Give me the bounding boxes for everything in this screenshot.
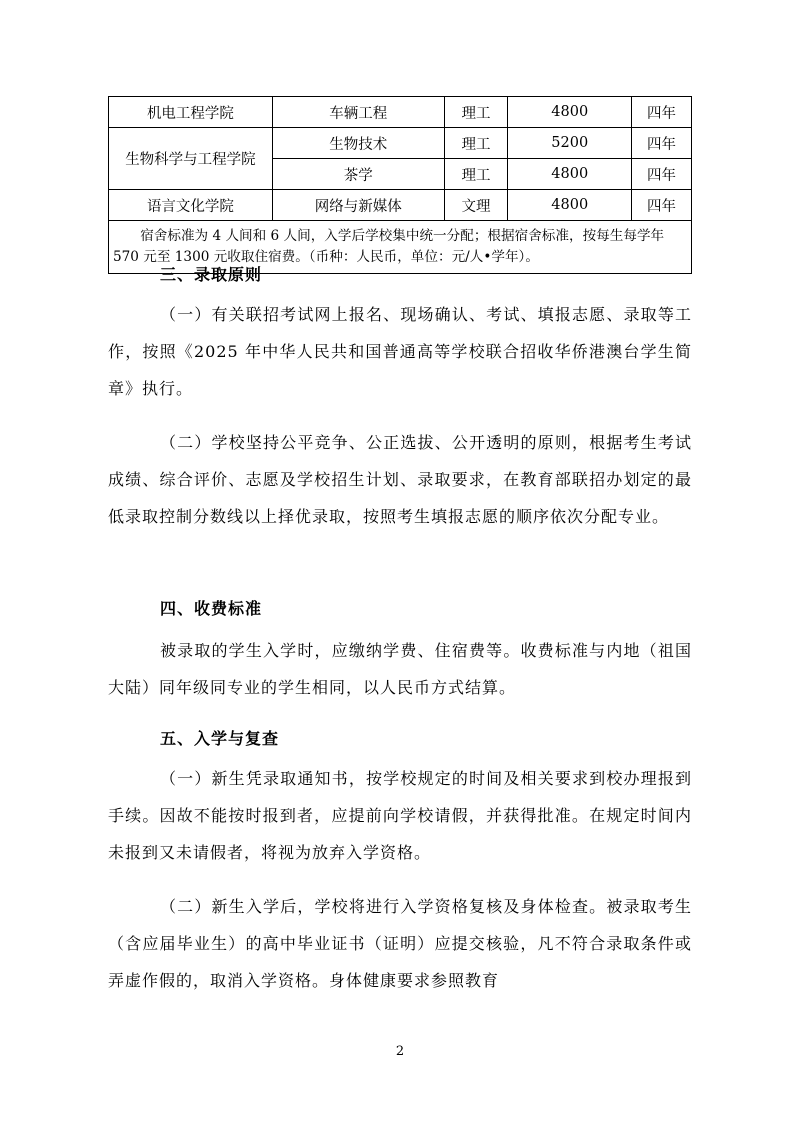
category-cell: 理工: [444, 128, 508, 159]
years-cell: 四年: [632, 159, 692, 190]
dormitory-note: 宿舍标准为 4 人间和 6 人间，入学后学校集中统一分配；根据宿舍标准，按每生每学年 570 元至 1300 元收取住宿费。（币种：人民币，单位：元/人•学年）。: [109, 221, 692, 274]
major-cell: 网络与新媒体: [272, 190, 444, 221]
fee-cell: 5200: [508, 128, 632, 159]
majors-table: [108, 96, 692, 274]
category-cell: 理工: [444, 97, 508, 128]
fee-cell: 4800: [508, 97, 632, 128]
years-cell: 四年: [632, 190, 692, 221]
major-cell: 车辆工程: [272, 97, 444, 128]
college-cell: 机电工程学院: [109, 97, 273, 128]
table-row: [109, 128, 692, 159]
paragraph-fees: 被录取的学生入学时，应缴纳学费、住宿费等。收费标准与内地（祖国大陆）同年级同专业的学生相同，以人民币方式结算。: [108, 641, 692, 697]
major-cell: 生物技术: [272, 128, 444, 159]
category-cell: 文理: [444, 190, 508, 221]
major-cell: 茶学: [272, 159, 444, 190]
section-heading-enrollment-review: 五、入学与复查: [160, 729, 280, 748]
years-cell: 四年: [632, 97, 692, 128]
college-cell: 生物科学与工程学院: [109, 128, 273, 190]
table-row: [109, 190, 692, 221]
fee-cell: 4800: [508, 159, 632, 190]
category-cell: 理工: [444, 159, 508, 190]
section-heading-admission-principles: 三、录取原则: [160, 265, 263, 284]
fee-cell: 4800: [508, 190, 632, 221]
table-row: [109, 97, 692, 128]
page-number: 2: [395, 1044, 405, 1059]
section-heading-fees: 四、收费标准: [160, 599, 263, 618]
paragraph-enrollment-1: （一）新生凭录取通知书，按学校规定的时间及相关要求到校办理报到手续。因故不能按时报到者，应提前向学校请假，并获得批准。在规定时间内未报到又未请假者，将视为放弃入学资格。: [108, 769, 692, 862]
college-cell: 语言文化学院: [109, 190, 273, 221]
paragraph-admission-2: （二）学校坚持公平竞争、公正选拔、公开透明的原则，根据考生考试成绩、综合评价、志愿及学校招生计划、录取要求，在教育部联招办划定的最低录取控制分数线以上择优录取，按照考生填报志愿的顺序依次分配专业。: [108, 433, 692, 526]
paragraph-enrollment-2: （二）新生入学后，学校将进行入学资格复核及身体检查。被录取考生（含应届毕业生）的高中毕业证书（证明）应提交核验，凡不符合录取条件或弄虚作假的，取消入学资格。身体健康要求参照教育: [108, 897, 692, 990]
years-cell: 四年: [632, 128, 692, 159]
paragraph-admission-1: （一）有关联招考试网上报名、现场确认、考试、填报志愿、录取等工作，按照《2025 年中华人民共和国普通高等学校联合招收华侨港澳台学生简章》执行。: [108, 305, 692, 398]
